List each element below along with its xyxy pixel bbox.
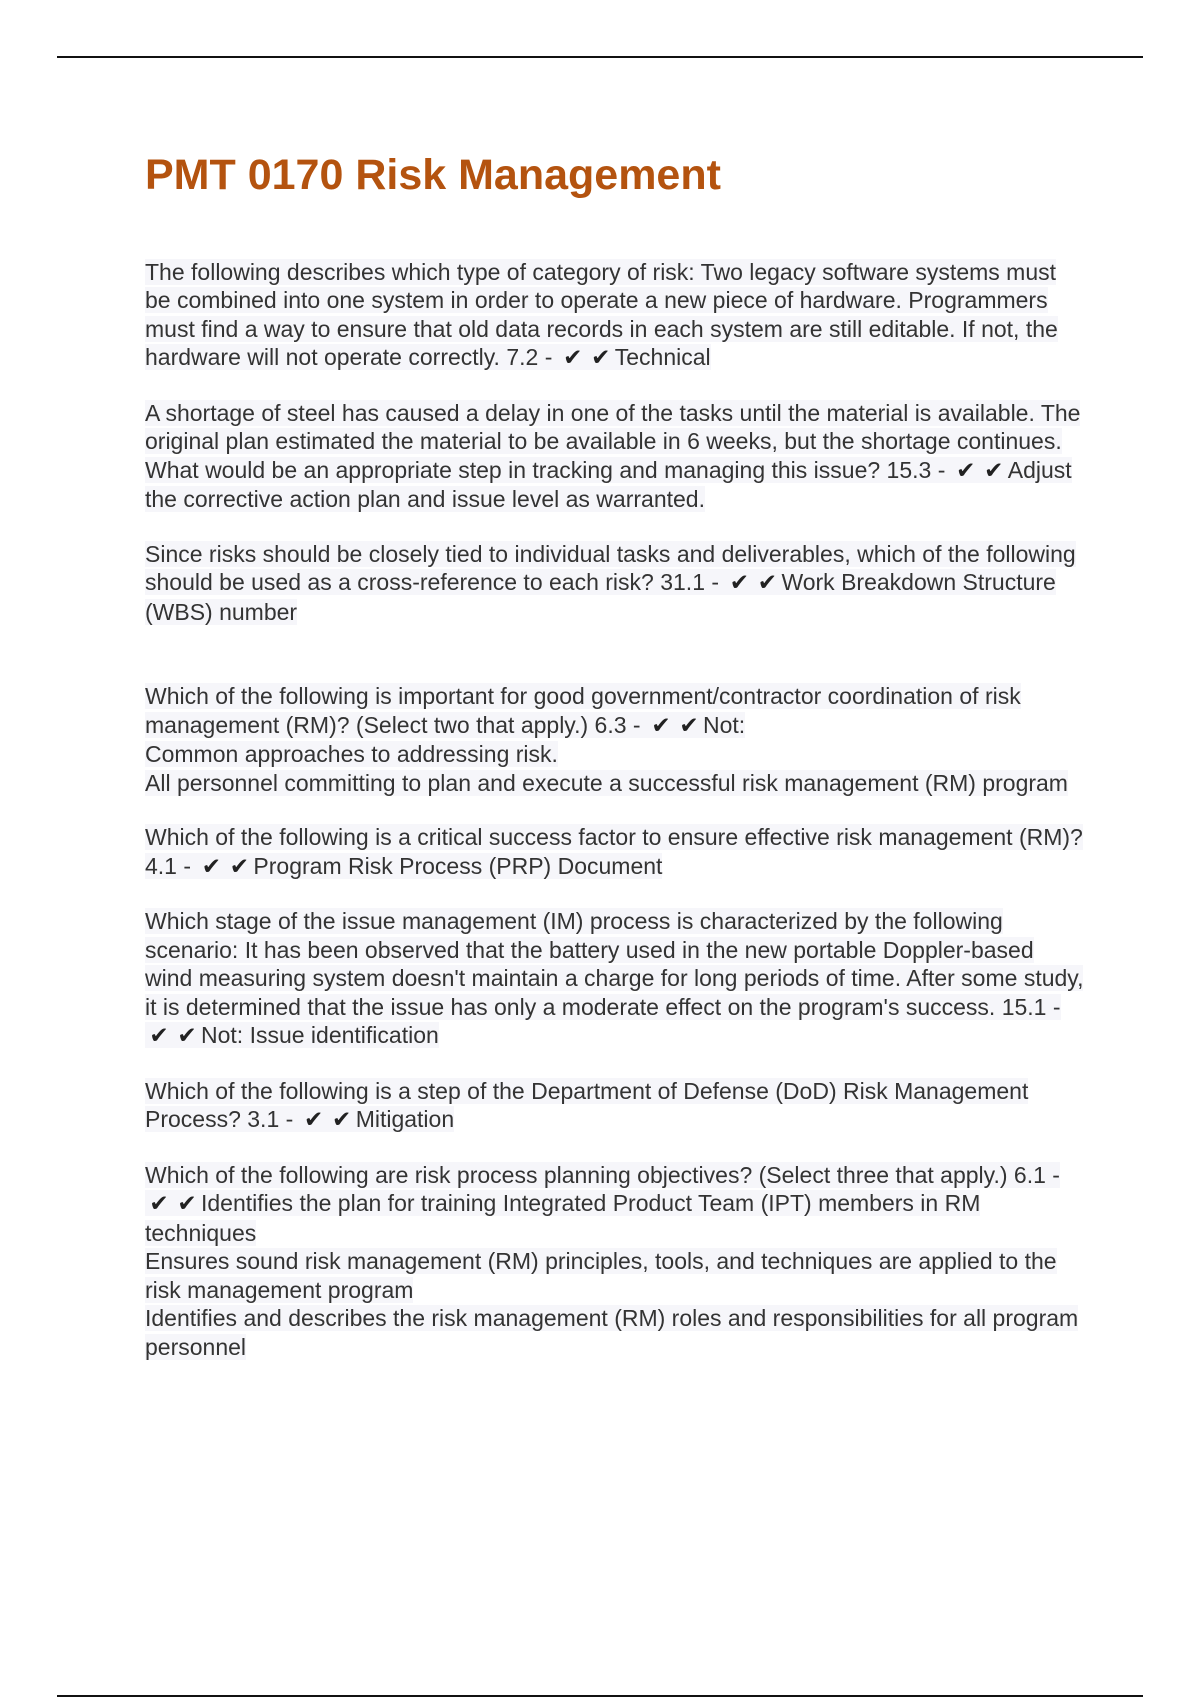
check-icon: ✔ [304, 1107, 324, 1134]
qa-item-7 [145, 1077, 1085, 1135]
answer-text: Program Risk Process (PRP) Document [253, 852, 663, 879]
answer-extra-line: All personnel committing to plan and execute a successful risk management (RM) program [145, 769, 1068, 796]
question-text: Since risks should be closely tied to individual tasks and deliverables, which of the following should be used as a cross-reference to each risk? 31.1 - [145, 540, 1076, 596]
check-icon: ✔ [757, 570, 778, 597]
check-icon: ✔ [563, 345, 583, 372]
question-text: The following describes which type of category of risk: Two legacy software systems must be combined into one system in order to operate a new piece of hardware. Programmers must find a way to ensure that old data records in each system are still editable. If not, the hardware will not operate correctly. 7.2 - [145, 258, 1058, 371]
answer-text: Not: [702, 711, 746, 738]
answer-text: Work Breakdown Structure (WBS) number [145, 569, 1056, 625]
check-icon: ✔ [591, 345, 611, 372]
check-icon: ✔ [149, 1191, 169, 1218]
question-text: Which of the following is a step of the Department of Defense (DoD) Risk Management Process? 3.1 - [145, 1077, 1029, 1133]
qa-item-1 [145, 258, 1085, 373]
qa-item-4 [145, 682, 1085, 797]
check-icon: ✔ [177, 1023, 197, 1050]
qa-item-2 [145, 399, 1085, 514]
check-icon: ✔ [956, 457, 976, 484]
check-icon: ✔ [201, 853, 222, 880]
qa-item-3 [145, 540, 1085, 627]
check-icon: ✔ [149, 1023, 169, 1050]
question-text: Which of the following are risk process planning objectives? (Select three that apply.) 6.1 - [145, 1161, 1060, 1188]
answer-text: Identifies the plan for training Integrated Product Team (IPT) members in RM techniques [145, 1190, 981, 1246]
qa-item-8 [145, 1161, 1085, 1362]
check-icon: ✔ [332, 1107, 352, 1134]
question-text: Which stage of the issue management (IM) process is characterized by the following scenario: It has been observed that the battery used in the new portable Doppler-based wind measuring system doesn't maintain a charge for long periods of time. After some study, it is determined that the issue has only a moderate effect on the program's success. 15.1 - [145, 908, 1084, 1020]
answer-text: Technical [614, 344, 711, 371]
answer-text: Adjust the corrective action plan and issue level as warranted. [145, 456, 1072, 513]
check-icon: ✔ [177, 1191, 197, 1218]
answer-text: Mitigation [355, 1106, 455, 1133]
bottom-divider [57, 1695, 1143, 1697]
answer-extra-line: Common approaches to addressing risk. [145, 741, 558, 768]
check-icon: ✔ [229, 853, 250, 880]
document-body [145, 150, 1085, 1387]
check-icon: ✔ [984, 457, 1004, 484]
answer-extra-line: Ensures sound risk management (RM) principles, tools, and techniques are applied to the risk management program [145, 1248, 1057, 1303]
answer-extra-line: Identifies and describes the risk management (RM) roles and responsibilities for all program personnel [145, 1305, 1079, 1360]
document-title: PMT 0170 Risk Management [145, 151, 721, 199]
question-text: Which of the following is a critical success factor to ensure effective risk management (RM)? 4.1 - [145, 824, 1083, 879]
qa-item-5 [145, 823, 1085, 881]
check-icon: ✔ [679, 712, 699, 739]
top-divider [57, 56, 1143, 58]
qa-item-6 [145, 907, 1085, 1051]
check-icon: ✔ [651, 712, 671, 739]
question-text: Which of the following is important for good government/contractor coordination of risk management (RM)? (Select two that apply.) 6.3 - [145, 683, 1021, 738]
answer-text: Not: Issue identification [201, 1022, 439, 1049]
check-icon: ✔ [729, 570, 750, 597]
question-text: A shortage of steel has caused a delay in one of the tasks until the material is available. The original plan estimated the material to be available in 6 weeks, but the shortage continues. What would be an appropriate step in tracking and managing this issue? 15.3 - [145, 399, 1081, 483]
